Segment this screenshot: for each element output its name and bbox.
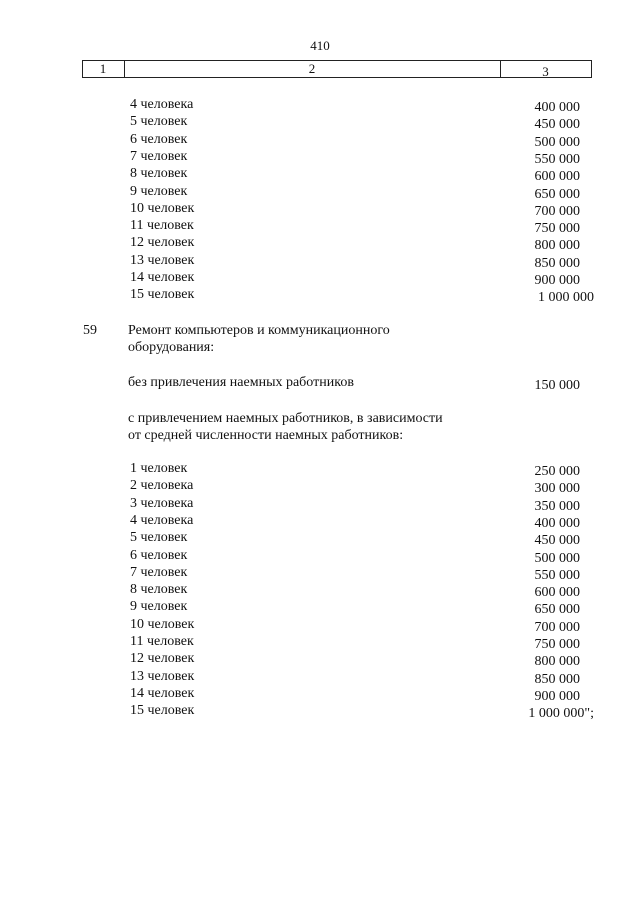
rate-row <box>0 183 640 200</box>
headcount-label: 1 человек <box>130 461 188 476</box>
rate-value: 650 000 <box>534 602 580 618</box>
headcount-label: 3 человека <box>130 495 194 511</box>
rate-value: 600 000 <box>534 585 580 601</box>
rate-row <box>0 200 640 217</box>
rate-row <box>0 234 640 254</box>
headcount-label: 4 человека <box>130 512 194 528</box>
rate-value: 500 000 <box>534 134 580 150</box>
headcount-label: 10 человек <box>130 200 195 216</box>
headcount-label: 8 человек <box>130 166 188 182</box>
item-title-continued: оборудования: <box>128 340 215 355</box>
rate-value: 1 000 000 <box>538 290 594 306</box>
item-number: 59 <box>83 323 97 338</box>
headcount-label: 7 человек <box>130 148 188 164</box>
headcount-label: 6 человек <box>130 131 188 147</box>
rate-row <box>0 252 640 269</box>
rate-value: 550 000 <box>534 151 580 167</box>
headcount-label: 15 человек <box>130 703 195 719</box>
rate-row <box>0 113 640 133</box>
rate-value: 450 000 <box>534 533 580 549</box>
rate-row <box>0 685 640 702</box>
headcount-label: 9 человек <box>130 183 188 199</box>
headcount-label: 7 человек <box>130 564 188 580</box>
header-divider <box>591 60 592 78</box>
rate-value: 750 000 <box>534 637 580 652</box>
column-number-2: 2 <box>308 61 316 76</box>
rate-row <box>0 633 640 650</box>
rate-value: 250 000 <box>534 464 580 479</box>
column-number-1: 1 <box>99 61 107 76</box>
rate-value: 300 000 <box>534 481 580 497</box>
no-employees-value: 150 000 <box>534 378 580 393</box>
rate-value: 650 000 <box>534 186 580 202</box>
rate-value: 500 000 <box>534 550 580 566</box>
rate-value: 400 000 <box>534 515 580 531</box>
rate-value: 850 000 <box>534 671 580 687</box>
rate-row <box>0 477 640 497</box>
rate-row <box>0 148 640 165</box>
rate-value: 850 000 <box>534 255 580 271</box>
headcount-label: 11 человек <box>130 218 194 234</box>
rate-row <box>0 616 640 633</box>
headcount-label: 9 человек <box>130 599 188 615</box>
headcount-label: 2 человека <box>130 478 194 494</box>
rate-row <box>0 286 640 306</box>
with-employees-text-continued: от средней численности наемных работников: <box>128 428 404 443</box>
rate-row <box>0 165 640 185</box>
rate-value: 750 000 <box>534 221 580 237</box>
headcount-label: 13 человек <box>130 252 195 268</box>
rate-value: 900 000 <box>534 273 580 288</box>
headcount-label: 6 человек <box>130 547 188 563</box>
rate-row <box>0 702 640 722</box>
rate-value: 700 000 <box>534 203 580 219</box>
headcount-label: 5 человек <box>130 114 188 130</box>
rate-row <box>0 650 640 670</box>
headcount-label: 10 человек <box>130 616 195 632</box>
headcount-label: 12 человек <box>130 651 195 667</box>
column-header-row <box>82 60 592 79</box>
rate-row <box>0 460 640 477</box>
rate-row <box>0 131 640 148</box>
headcount-label: 4 человека <box>130 97 194 112</box>
rate-value: 350 000 <box>534 498 580 514</box>
headcount-label: 14 человек <box>130 270 195 285</box>
rate-row <box>0 495 640 512</box>
rate-row <box>0 217 640 237</box>
rate-value: 550 000 <box>534 567 580 583</box>
headcount-label: 12 человек <box>130 235 195 251</box>
headcount-label: 11 человек <box>130 634 194 649</box>
headcount-label: 13 человек <box>130 668 195 684</box>
headcount-label: 5 человек <box>130 530 188 546</box>
page-number: 410 <box>310 38 330 53</box>
rate-value: 450 000 <box>534 117 580 133</box>
headcount-label: 14 человек <box>130 685 195 701</box>
rate-row <box>0 564 640 581</box>
rate-row <box>0 598 640 618</box>
rate-row <box>0 668 640 685</box>
rate-value: 800 000 <box>534 654 580 670</box>
rate-row <box>0 512 640 529</box>
rate-row <box>0 581 640 601</box>
rate-value: 400 000 <box>534 100 580 115</box>
with-employees-text: с привлечением наемных работников, в зависимости <box>128 411 443 426</box>
no-employees-label: без привлечения наемных работников <box>128 375 354 390</box>
rate-value: 800 000 <box>534 238 580 254</box>
rate-value: 900 000 <box>534 688 580 704</box>
column-number-3: 3 <box>542 64 549 79</box>
headcount-label: 8 человек <box>130 582 188 598</box>
rate-row <box>0 269 640 286</box>
rate-row <box>0 547 640 564</box>
item-title: Ремонт компьютеров и коммуникационного <box>128 323 390 338</box>
rate-value: 700 000 <box>534 619 580 635</box>
headcount-label: 15 человек <box>130 287 195 303</box>
rate-row <box>0 96 640 113</box>
rate-row <box>0 529 640 549</box>
rate-value: 1 000 000"; <box>528 706 594 722</box>
rate-value: 600 000 <box>534 169 580 185</box>
